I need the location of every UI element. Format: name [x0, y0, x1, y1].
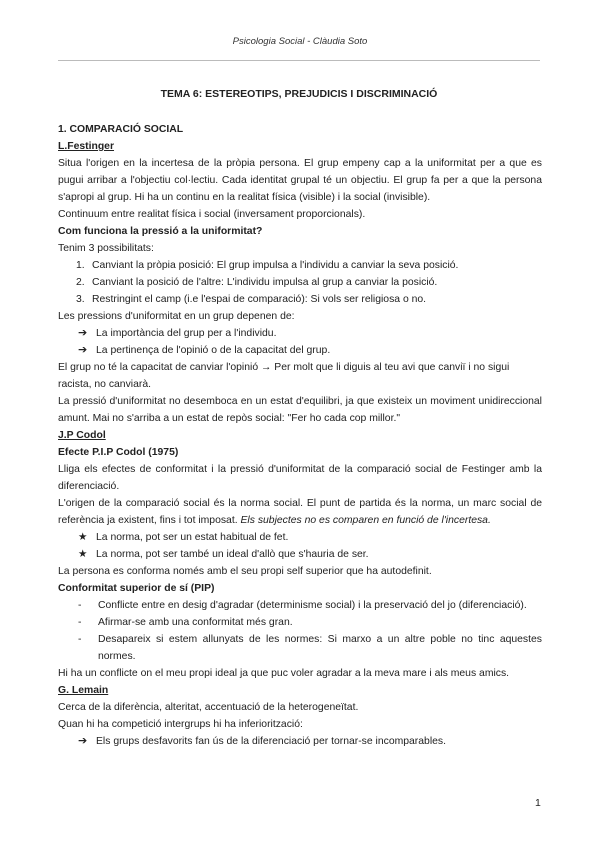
document-body: [58, 121, 542, 750]
paragraph-text: L'origen de la comparació social és la norma social. El punt de partida és la norma, un marc social de referència ja existent, fins i tot imposat.: [58, 498, 542, 526]
author-heading-festinger: L.Festinger: [58, 141, 115, 152]
paragraph: Quan hi ha competició intergrups hi ha inferiorització:: [58, 719, 303, 730]
list-item-text: Canviant la pròpia posició: El grup impulsa a l'individu a canviar la seva posició.: [92, 260, 459, 271]
paragraph: El grup no té la capacitat de canviar l'opinió → Per molt que li diguis al teu avi que canviï i no sigui racista, no canviarà.: [58, 362, 510, 390]
paragraph: Les pressions d'uniformitat en un grup depenen de:: [58, 311, 295, 322]
arrow-list-item: [58, 342, 542, 359]
star-icon: ★: [78, 531, 88, 543]
running-header: Psicologia Social - Clàudia Soto: [232, 36, 368, 47]
italic-text: Els subjectes no es comparen en funció de l'incertesa.: [240, 515, 491, 526]
numbered-list-item: [58, 274, 542, 291]
list-number: 2.: [76, 277, 85, 288]
paragraph: Continuum entre realitat física i social (inversament proporcionals).: [58, 209, 366, 220]
paragraph: Tenim 3 possibilitats:: [58, 243, 154, 254]
star-list-item: [58, 546, 542, 563]
page-number: 1: [535, 797, 541, 809]
document-title: TEMA 6: ESTEREOTIPS, PREJUDICIS I DISCRIMINACIÓ: [160, 88, 438, 100]
question-heading: Com funciona la pressió a la uniformitat?: [58, 226, 263, 237]
paragraph: Situa l'origen en la incertesa de la pròpia persona. El grup empeny cap a la uniformitat per a que es pugui arribar a l'objectiu col·lectiu. Cada identitat grupal té un objectiu. El grup fa per a que la persona s'apropi al grup. Hi ha un continu en la realitat física (visible) i la social (invisible).: [58, 158, 542, 203]
list-item-text: Afirmar-se amb una conformitat més gran.: [98, 617, 293, 628]
paragraph: La persona es conforma només amb el seu propi self superior que ha autodefinit.: [58, 566, 432, 577]
arrow-list-item: [58, 325, 542, 342]
numbered-list-item: [58, 257, 542, 274]
list-item-text: La pertinença de l'opinió o de la capacitat del grup.: [96, 345, 331, 356]
numbered-list-item: [58, 291, 542, 308]
dash-list-item: [58, 597, 542, 614]
star-list-item: [58, 529, 542, 546]
list-item-text: Conflicte entre en desig d'agradar (determinisme social) i la preservació del jo (diferenciació).: [98, 600, 527, 611]
title-block: [58, 84, 540, 102]
list-item-text: La importància del grup per a l'individu.: [96, 328, 277, 339]
list-item-text: La norma, pot ser un estat habitual de fet.: [96, 532, 289, 543]
subheading: Conformitat superior de sí (PIP): [58, 583, 215, 594]
dash-icon: -: [78, 634, 82, 645]
section-heading: 1. COMPARACIÓ SOCIAL: [58, 124, 184, 135]
author-heading-codol: J.P Codol: [58, 430, 106, 441]
list-number: 1.: [76, 260, 85, 271]
list-item-text: Els grups desfavorits fan ús de la diferenciació per tornar-se incomparables.: [96, 736, 446, 747]
dash-list-item: [58, 614, 542, 631]
header-divider: [58, 60, 540, 61]
list-number: 3.: [76, 294, 85, 305]
paragraph: Hi ha un conflicte on el meu propi ideal ja que puc voler agradar a la meva mare i als meus amics.: [58, 668, 510, 679]
arrow-list-item: [58, 733, 542, 750]
dash-icon: -: [78, 600, 82, 611]
list-item-text: Canviant la posició de l'altre: L'individu impulsa al grup a canviar la posició.: [92, 277, 438, 288]
dash-list-item: [58, 631, 542, 665]
arrow-right-icon: ➔: [78, 735, 88, 747]
arrow-right-icon: ➔: [78, 344, 88, 356]
list-item-text: La norma, pot ser també un ideal d'allò que s'hauria de ser.: [96, 549, 369, 560]
list-item-text: Desapareix si estem allunyats de les normes: Si marxo a un altre poble no tinc aquestes normes.: [98, 634, 542, 662]
paragraph: Cerca de la diferència, alteritat, accentuació de la heterogeneïtat.: [58, 702, 359, 713]
author-heading-lemain: G. Lemain: [58, 685, 109, 696]
subheading: Efecte P.I.P Codol (1975): [58, 447, 179, 458]
paragraph: Lliga els efectes de conformitat i la pressió d'uniformitat de la comparació social de Festinger amb la diferenciació.: [58, 464, 542, 492]
paragraph: [58, 495, 542, 529]
paragraph: La pressió d'uniformitat no desemboca en un estat d'equilibri, ja que existeix un moviment unidireccional amunt. Mai no s'arriba a un estat de repòs social: "Fer ho cada cop millor.": [58, 396, 542, 424]
list-item-text: Restringint el camp (i.e l'espai de comparació): Si vols ser religiosa o no.: [92, 294, 427, 305]
dash-icon: -: [78, 617, 82, 628]
arrow-right-icon: ➔: [78, 327, 88, 339]
star-icon: ★: [78, 548, 88, 560]
